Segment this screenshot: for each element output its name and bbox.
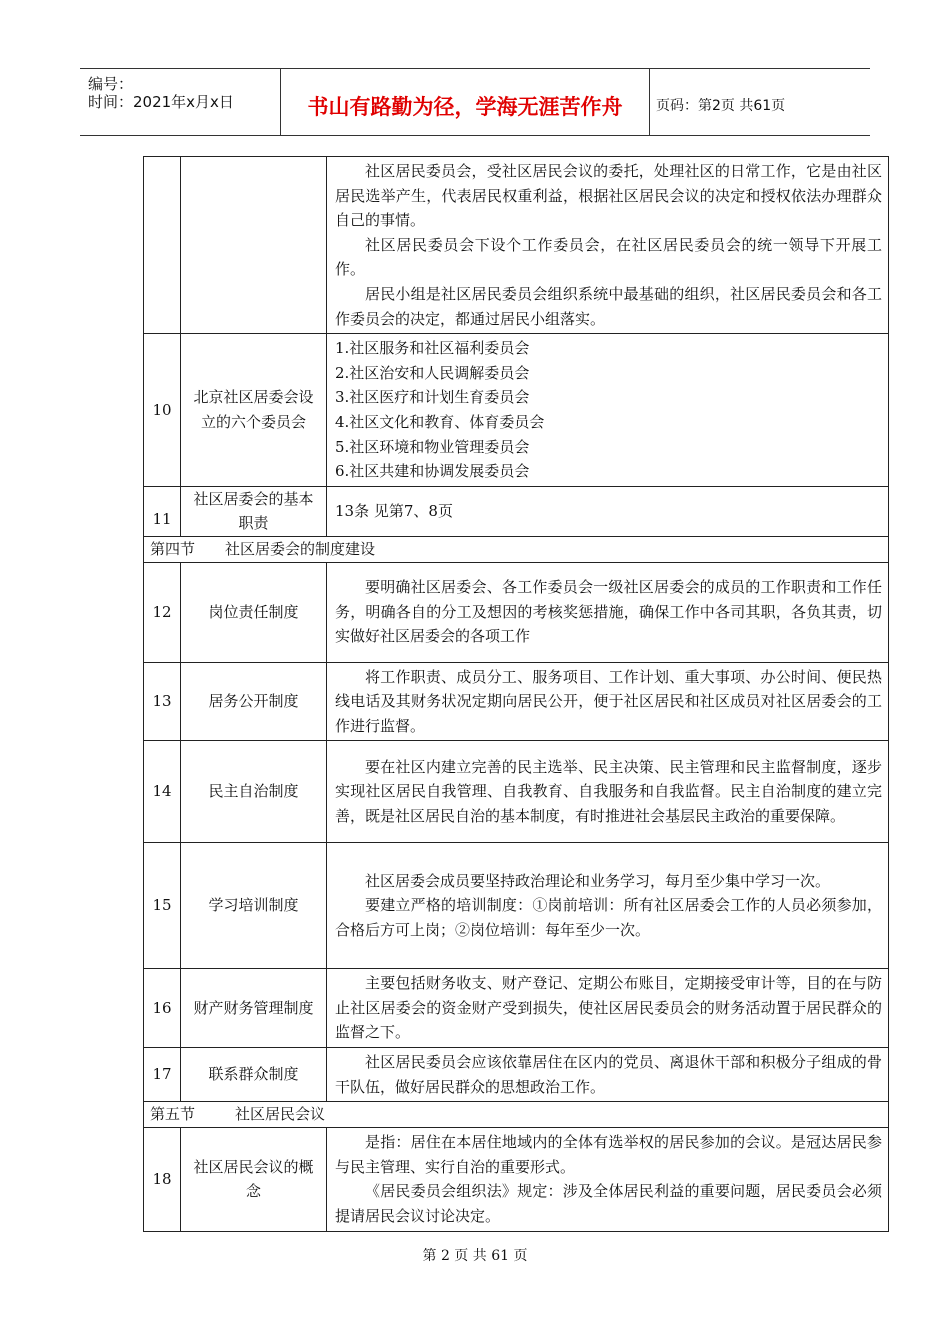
content-paragraph: 社区居民委员会应该依靠居住在区内的党员、离退休干部和积极分子组成的骨干队伍，做好居民群众的思想政治工作。 <box>335 1053 882 1096</box>
row-content-cell <box>327 334 889 487</box>
section-heading <box>144 536 889 562</box>
row-content-cell <box>327 1127 889 1231</box>
row-number-cell: 12 <box>144 562 181 662</box>
row-content-cell <box>327 157 889 334</box>
row-title-cell: 居务公开制度 <box>181 662 327 741</box>
row-content-cell <box>327 969 889 1048</box>
table-row <box>144 157 889 334</box>
content-paragraph: 居民小组是社区居民委员会组织系统中最基础的组织，社区居民委员会和各工作委员会的决定，都通过居民小组落实。 <box>335 284 882 328</box>
header-motto: 书山有路勤为径，学海无涯苦作舟 <box>307 95 623 119</box>
row-number-cell <box>144 157 181 334</box>
row-number-cell: 16 <box>144 969 181 1048</box>
row-title-cell: 财产财务管理制度 <box>181 969 327 1048</box>
content-paragraph: 社区居民委员会下设个工作委员会，在社区居民委员会的统一领导下开展工作。 <box>335 235 882 279</box>
list-item: 3.社区医疗和计划生育委员会 <box>335 388 530 407</box>
header-page-label: 页码：第2页 共61页 <box>656 98 786 114</box>
table-row <box>144 562 889 662</box>
row-title-cell: 社区居民会议的概念 <box>181 1127 327 1231</box>
section-label: 第五节 <box>150 1105 196 1124</box>
list-item: 2.社区治安和人民调解委员会 <box>335 363 530 382</box>
row-number-cell: 11 <box>144 486 181 536</box>
document-number-label: 编号： <box>88 75 134 93</box>
list-item: 6.社区共建和协调发展委员会 <box>335 462 530 481</box>
row-number-cell: 17 <box>144 1048 181 1102</box>
row-title-cell: 岗位责任制度 <box>181 562 327 662</box>
row-number-cell: 18 <box>144 1127 181 1231</box>
document-date-label: 时间：2021年x月x日 <box>88 93 234 111</box>
header-meta-cell <box>80 69 281 135</box>
content-paragraph: 《居民委员会组织法》规定：涉及全体居民利益的重要问题，居民委员会必须提请居民会议讨论决定。 <box>335 1182 882 1225</box>
row-content-cell <box>327 486 889 536</box>
header-motto-cell <box>281 69 650 135</box>
content-table <box>143 156 889 1232</box>
section-heading <box>144 1102 889 1128</box>
row-number-cell: 10 <box>144 334 181 487</box>
list-item: 4.社区文化和教育、体育委员会 <box>335 412 545 431</box>
content-paragraph: 将工作职责、成员分工、服务项目、工作计划、重大事项、办公时间、便民热线电话及其财务状况定期向居民公开，便于社区居民和社区成员对社区居委会的工作进行监督。 <box>335 667 882 735</box>
list-item: 5.社区环境和物业管理委员会 <box>335 437 530 456</box>
section-label: 第四节 <box>150 539 196 558</box>
list-item: 1.社区服务和社区福利委员会 <box>335 339 530 358</box>
row-title-cell: 联系群众制度 <box>181 1048 327 1102</box>
row-title-cell: 北京社区居委会设立的六个委员会 <box>181 334 327 487</box>
content-paragraph: 社区居委会成员要坚持政治理论和业务学习，每月至少集中学习一次。 <box>365 871 831 890</box>
content-paragraph: 要建立严格的培训制度：①岗前培训：所有社区居委会工作的人员必须参加，合格后方可上岗；②岗位培训：每年至少一次。 <box>335 896 882 940</box>
row-title-cell <box>181 157 327 334</box>
table-row <box>144 843 889 969</box>
row-number-cell: 14 <box>144 741 181 843</box>
row-content-cell <box>327 843 889 969</box>
table-row <box>144 969 889 1048</box>
row-title-cell: 社区居委会的基本职责 <box>181 486 327 536</box>
row-content-cell <box>327 1048 889 1102</box>
header-page-cell <box>650 69 870 135</box>
content-paragraph: 主要包括财务收支、财产登记、定期公布账目，定期接受审计等，目的在与防止社区居委会的资金财产受到损失，使社区居民委员会的财务活动置于居民群众的监督之下。 <box>335 974 882 1042</box>
content-paragraph: 13条 见第7、8页 <box>335 502 453 521</box>
content-paragraph: 要明确社区居委会、各工作委员会一级社区居委会的成员的工作职责和工作任务，明确各自的分工及想因的考核奖惩措施，确保工作中各司其职，各负其责，切实做好社区居委会的各项工作 <box>335 578 882 646</box>
row-title-cell: 学习培训制度 <box>181 843 327 969</box>
page-footer: 第 2 页 共 61 页 <box>422 1248 528 1264</box>
table-row <box>144 334 889 487</box>
row-number-cell: 13 <box>144 662 181 741</box>
table-row <box>144 741 889 843</box>
content-paragraph: 要在社区内建立完善的民主选举、民主决策、民主管理和民主监督制度，逐步实现社区居民自我管理、自我教育、自我服务和自我监督。民主自治制度的建立完善，既是社区居民自治的基本制度，有时推进社会基层民主政治的重要保障。 <box>335 757 882 826</box>
table-row <box>144 1127 889 1231</box>
table-row <box>144 486 889 536</box>
section-title: 社区居民会议 <box>235 1105 326 1124</box>
page-header <box>80 68 870 136</box>
content-paragraph: 社区居民委员会，受社区居民会议的委托，处理社区的日常工作，它是由社区居民选举产生，代表居民权重利益，根据社区居民会议的决定和授权依法办理群众自己的事情。 <box>335 162 882 230</box>
row-number-cell: 15 <box>144 843 181 969</box>
table-row <box>144 1048 889 1102</box>
row-title-cell: 民主自治制度 <box>181 741 327 843</box>
section-title: 社区居委会的制度建设 <box>225 539 376 558</box>
table-row <box>144 662 889 741</box>
section-row <box>144 536 889 562</box>
section-row <box>144 1102 889 1128</box>
content-paragraph: 是指：居住在本居住地域内的全体有选举权的居民参加的会议。是冠达居民参与民主管理、实行自治的重要形式。 <box>335 1133 882 1176</box>
row-content-cell <box>327 741 889 843</box>
row-content-cell <box>327 562 889 662</box>
row-content-cell <box>327 662 889 741</box>
